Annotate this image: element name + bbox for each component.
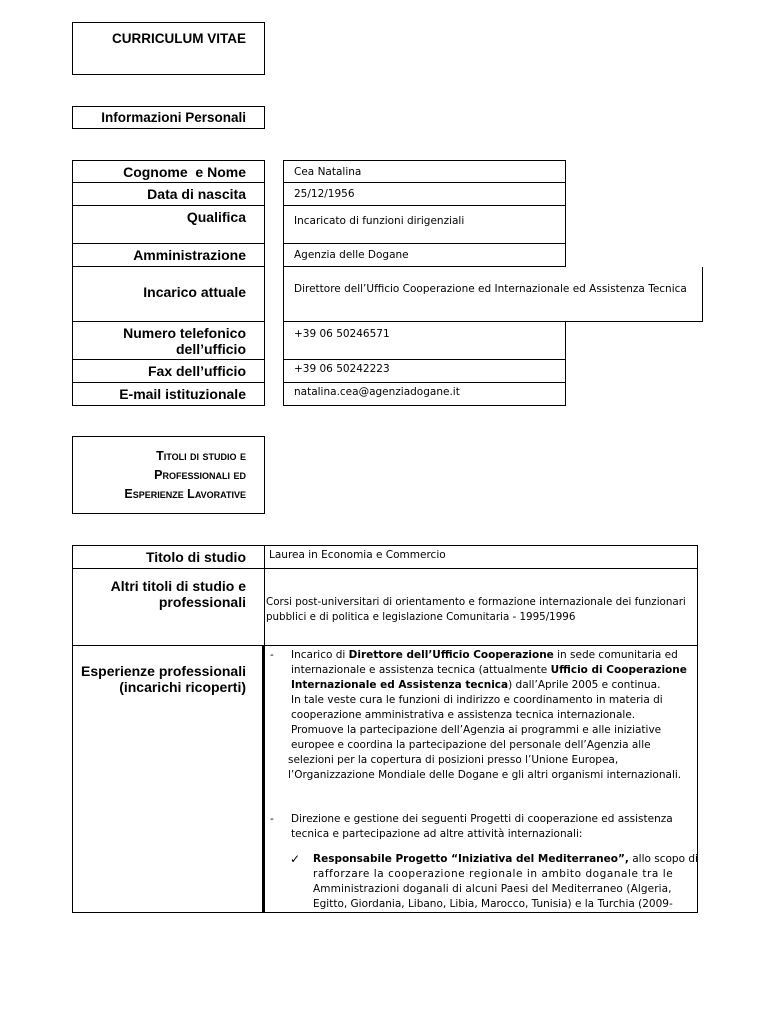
value-qualifica: Incaricato di funzioni dirigenziali <box>294 215 465 227</box>
exp-paragraph-3 <box>313 852 698 912</box>
p3-l3: Amministrazioni doganali di alcuni Paesi del Mediterraneo (Algeria, <box>313 883 672 895</box>
value-cell-fax <box>283 360 566 383</box>
value-cell-incarico <box>283 267 703 322</box>
value-name: Cea Natalina <box>294 166 362 178</box>
p2-l2: tecnica e partecipazione ad altre attività internazionali: <box>291 828 583 840</box>
label-cell-birth <box>72 183 265 206</box>
p1-l6: Promuove la partecipazione dell’Agenzia ai programmi e alle iniziative <box>291 724 662 736</box>
exp-dash-2: - <box>270 813 274 825</box>
label-birth: Data di nascita <box>147 186 246 202</box>
exp-dash-1: - <box>270 649 274 661</box>
value-fax: +39 06 50242223 <box>294 363 390 375</box>
section-titoli-box <box>72 436 265 514</box>
value-telefono: +39 06 50246571 <box>294 328 390 340</box>
label-name: Cognome e Nome <box>123 164 246 180</box>
label-amministrazione: Amministrazione <box>133 247 246 263</box>
esp-label-cell <box>72 646 265 913</box>
p1-l2b: Ufficio di Cooperazione <box>550 664 687 676</box>
value-incarico: Direttore dell’Ufficio Cooperazione ed Internazionale ed Assistenza Tecnica <box>294 283 687 295</box>
section-titoli-heading <box>124 447 246 504</box>
p1-l3b: ) dall’Aprile 2005 e continua. <box>508 679 661 691</box>
value-cell-birth <box>283 183 566 206</box>
altri-label-2: professionali <box>158 594 246 610</box>
p1-c: in sede comunitaria ed <box>553 649 678 661</box>
value-birth: 25/12/1956 <box>294 188 355 200</box>
value-cell-amministrazione <box>283 244 566 267</box>
section-titoli-line3: Esperienze Lavorative <box>124 487 246 501</box>
label-cell-amministrazione <box>72 244 265 267</box>
personal-info-heading: Informazioni Personali <box>101 110 246 125</box>
p3-l2: rafforzare la cooperazione regionale in ambito doganale tra le <box>313 868 674 880</box>
esp-label-2: (incarichi ricoperti) <box>119 679 246 695</box>
esp-value-cell <box>264 645 698 913</box>
titolo-label-cell <box>72 545 265 569</box>
value-cell-telefono <box>283 322 566 360</box>
altri-label-cell <box>72 569 265 646</box>
label-fax: Fax dell’ufficio <box>147 363 246 379</box>
p1-l9: l’Organizzazione Mondiale delle Dogane e gli altri organismi internazionali. <box>288 769 682 781</box>
esp-label-1: Esperienze professionali <box>81 663 246 679</box>
p1-l2a: internazionale e assistenza tecnica (attualmente <box>291 664 551 676</box>
titolo-value-cell <box>264 545 698 569</box>
p3-b: allo scopo di <box>628 853 698 865</box>
value-email: natalina.cea@agenziadogane.it <box>294 386 460 398</box>
label-cell-name <box>72 160 265 183</box>
label-cell-incarico <box>72 267 265 322</box>
altri-label-1: Altri titoli di studio e <box>110 578 246 594</box>
p1-l7: europee e coordina la partecipazione del personale dell’Agenzia alle <box>291 739 651 751</box>
cv-title: CURRICULUM VITAE <box>112 31 246 46</box>
altri-value-1: Corsi post-universitari di orientamento e formazione internazionale dei funzionari <box>266 596 686 608</box>
p2-l1: Direzione e gestione dei seguenti Progetti di cooperazione ed assistenza <box>291 813 673 825</box>
value-cell-qualifica <box>283 206 566 244</box>
label-telefono-1: Numero telefonico <box>123 325 246 341</box>
p1-l3a: Internazionale ed Assistenza tecnica <box>291 679 509 691</box>
check-icon: ✓ <box>290 852 301 866</box>
titolo-label: Titolo di studio <box>145 549 246 565</box>
p1-l8: selezioni per la copertura di posizioni presso l’Unione Europea, <box>288 754 619 766</box>
label-incarico: Incarico attuale <box>143 284 246 300</box>
exp-paragraph-1 <box>288 648 691 783</box>
cv-title-box <box>72 22 265 75</box>
value-cell-name <box>283 160 566 183</box>
label-cell-qualifica <box>72 206 265 244</box>
label-telefono-2: dell’ufficio <box>176 341 246 357</box>
label-cell-telefono <box>72 322 265 360</box>
section-titoli-line1: Titoli di studio e <box>156 449 246 463</box>
label-email: E-mail istituzionale <box>119 386 246 402</box>
label-cell-fax <box>72 360 265 383</box>
altri-value-2: pubblici e di politica e legislazione Comunitaria - 1995/1996 <box>266 611 576 623</box>
value-cell-email <box>283 383 566 406</box>
altri-value-cell <box>264 568 698 646</box>
p3-a: Responsabile Progetto “Iniziativa del Mediterraneo”, <box>313 853 629 865</box>
label-qualifica: Qualifica <box>186 209 246 225</box>
p1-a: Incarico di <box>291 649 349 661</box>
titolo-value: Laurea in Economia e Commercio <box>269 549 446 561</box>
p1-l5: cooperazione amministrativa e assistenza tecnica internazionale. <box>291 709 636 721</box>
exp-paragraph-2 <box>291 812 691 842</box>
p1-b: Direttore dell’Ufficio Cooperazione <box>348 649 554 661</box>
value-amministrazione: Agenzia delle Dogane <box>294 249 409 261</box>
p3-l4: Egitto, Giordania, Libano, Libia, Marocco, Tunisia) e la Turchia (2009- <box>313 898 673 910</box>
section-titoli-line2: Professionali ed <box>154 468 246 482</box>
p1-l4: In tale veste cura le funzioni di indirizzo e coordinamento in materia di <box>291 694 663 706</box>
personal-info-box <box>72 106 265 129</box>
label-cell-email <box>72 383 265 406</box>
